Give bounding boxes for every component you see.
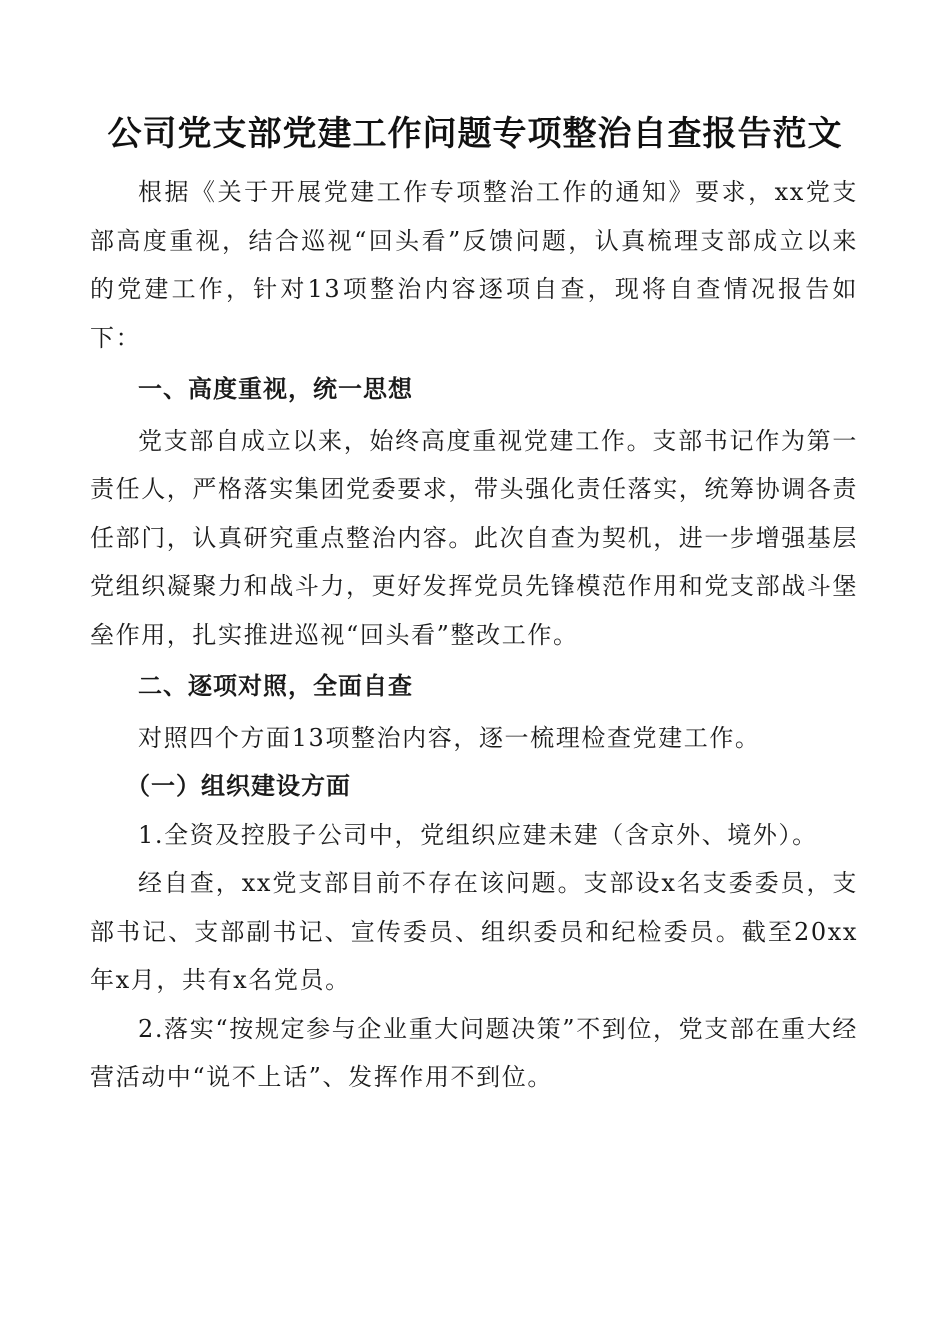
document-body — [90, 168, 858, 1102]
subsection-heading-1: （一）组织建设方面 — [126, 772, 351, 800]
section-1-paragraph: 党支部自成立以来，始终高度重视党建工作。支部书记作为第一责任人，严格落实集团党委要求，带头强化责任落实，统筹协调各责任部门，认真研究重点整治内容。此次自查为契机，进一步增强基层党组织凝聚力和战斗力，更好发挥党员先锋模范作用和党支部战斗堡垒作用，扎实推进巡视“回头看”整改工作。 — [90, 426, 858, 649]
document-title: 公司党支部党建工作问题专项整治自查报告范文 — [107, 114, 843, 154]
item-1-paragraph: 1.全资及控股子公司中，党组织应建未建（含京外、境外）。 — [138, 820, 818, 849]
item-2-paragraph: 2.落实“按规定参与企业重大问题决策”不到位，党支部在重大经营活动中“说不上话”、发挥作用不到位。 — [90, 1014, 858, 1091]
item-1-finding-paragraph: 经自查，xx党支部目前不存在该问题。支部设x名支委委员，支部书记、支部副书记、宣传委员、组织委员和纪检委员。截至20xx年x月，共有x名党员。 — [90, 869, 858, 994]
section-2-paragraph: 对照四个方面13项整治内容，逐一梳理检查党建工作。 — [138, 723, 761, 752]
section-heading-2: 二、逐项对照，全面自查 — [138, 672, 413, 700]
intro-paragraph: 根据《关于开展党建工作专项整治工作的通知》要求，xx党支部高度重视，结合巡视“回头看”反馈问题，认真梳理支部成立以来的党建工作，针对13项整治内容逐项自查，现将自查情况报告如下： — [90, 178, 858, 352]
section-heading-1: 一、高度重视，统一思想 — [138, 375, 413, 403]
